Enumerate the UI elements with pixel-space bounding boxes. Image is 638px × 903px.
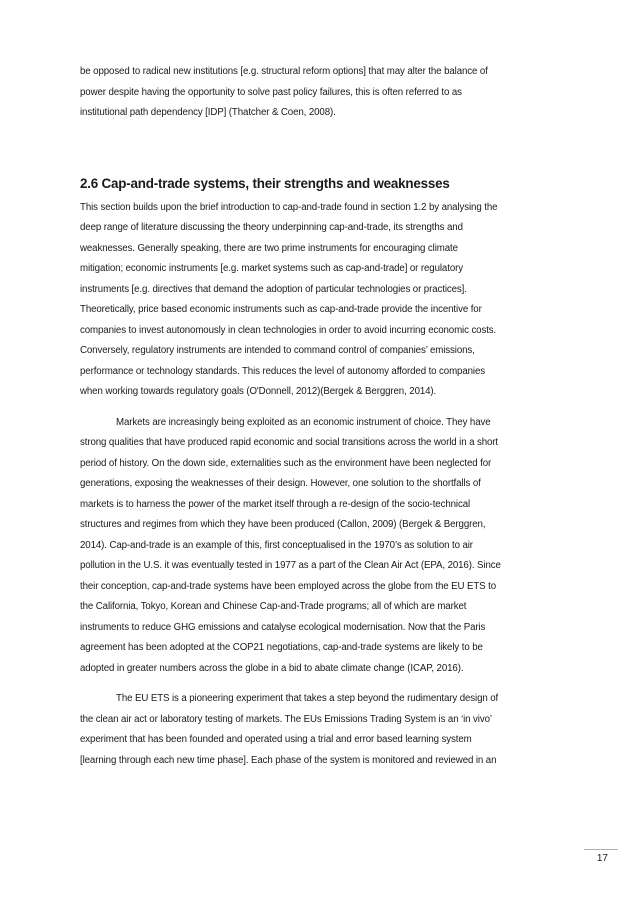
text-line: generations, exposing the weaknesses of their design. However, one solution to the shortfalls of [80, 478, 481, 489]
section-heading: 2.6 Cap-and-trade systems, their strengths and weaknesses [80, 175, 450, 191]
text-line: be opposed to radical new institutions [e.g. structural reform options] that may alter the balance of [80, 66, 488, 77]
text-line: instruments [e.g. directives that demand the adoption of particular technologies or practices]. [80, 283, 467, 295]
text-line: deep range of literature discussing the theory underpinning cap-and-trade, its strengths and [80, 222, 463, 233]
text-line: mitigation; economic instruments [e.g. market systems such as cap-and-trade] or regulatory [80, 263, 463, 274]
text-line: power despite having the opportunity to solve past policy failures, this is often referred to as [80, 86, 462, 98]
text-line: the California, Tokyo, Korean and Chinese Cap-and-Trade programs; all of which are market [80, 601, 467, 612]
text-line: Conversely, regulatory instruments are intended to command control of companies’ emissions, [80, 345, 475, 356]
page-number: 17 [596, 853, 608, 864]
text-line: performance or technology standards. This reduces the level of autonomy afforded to companies [80, 365, 485, 377]
text-line: pollution in the U.S. it was eventually tested in 1977 as a part of the Clean Air Act (EPA, 2016). Since [80, 560, 501, 571]
text-line: weaknesses. Generally speaking, there are two prime instruments for encouraging climate [80, 242, 458, 254]
text-line: Theoretically, price based economic instruments such as cap-and-trade provide the incentive for [80, 304, 482, 315]
text-line: [learning through each new time phase]. Each phase of the system is monitored and reviewed in an [80, 754, 497, 766]
text-line: This section builds upon the brief introduction to cap-and-trade found in section 1.2 by analysing the [80, 201, 498, 213]
page-number-rule [584, 849, 618, 850]
text-line: institutional path dependency [IDP] (Thatcher & Coen, 2008). [80, 107, 336, 118]
text-line: strong qualities that have produced rapid economic and social transitions across the world in a short [80, 437, 499, 448]
text-line: structures and regimes from which they have been produced (Callon, 2009) (Bergek & Berggren, [80, 519, 486, 530]
text-line: companies to invest autonomously in clean technologies in order to avoid incurring economic costs. [80, 324, 497, 336]
text-line: Markets are increasingly being exploited as an economic instrument of choice. They have [116, 416, 491, 428]
paragraph-3 [80, 689, 564, 771]
text-line: adopted in greater numbers across the globe in a bid to abate climate change (ICAP, 2016). [80, 662, 464, 674]
text-line: agreement has been adopted at the COP21 negotiations, cap-and-trade systems are likely to be [80, 642, 483, 653]
intro-paragraph [80, 62, 564, 124]
paragraph-2 [80, 413, 564, 680]
text-line: markets is to harness the power of the market itself through a re-design of the socio-technical [80, 498, 471, 510]
paragraph-1 [80, 198, 564, 403]
text-line: 2014). Cap-and-trade is an example of this, first conceptualised in the 1970’s as solution to air [80, 539, 473, 551]
text-line: period of history. On the down side, externalities such as the environment have been neglected for [80, 457, 492, 469]
page-content [80, 62, 564, 771]
text-line: their conception, cap-and-trade systems have been employed across the globe from the EU ETS to [80, 580, 496, 592]
text-line: the clean air act or laboratory testing of markets. The EUs Emissions Trading System is an ‘in vivo’ [80, 713, 492, 725]
text-line: when working towards regulatory goals (O'Donnell, 2012)(Bergek & Berggren, 2014). [80, 386, 437, 397]
text-line: instruments to reduce GHG emissions and catalyse ecological modernisation. Now that the Paris [80, 621, 486, 633]
text-line: The EU ETS is a pioneering experiment that takes a step beyond the rudimentary design of [116, 693, 499, 704]
text-line: experiment that has been founded and operated using a trial and error based learning system [80, 734, 472, 745]
